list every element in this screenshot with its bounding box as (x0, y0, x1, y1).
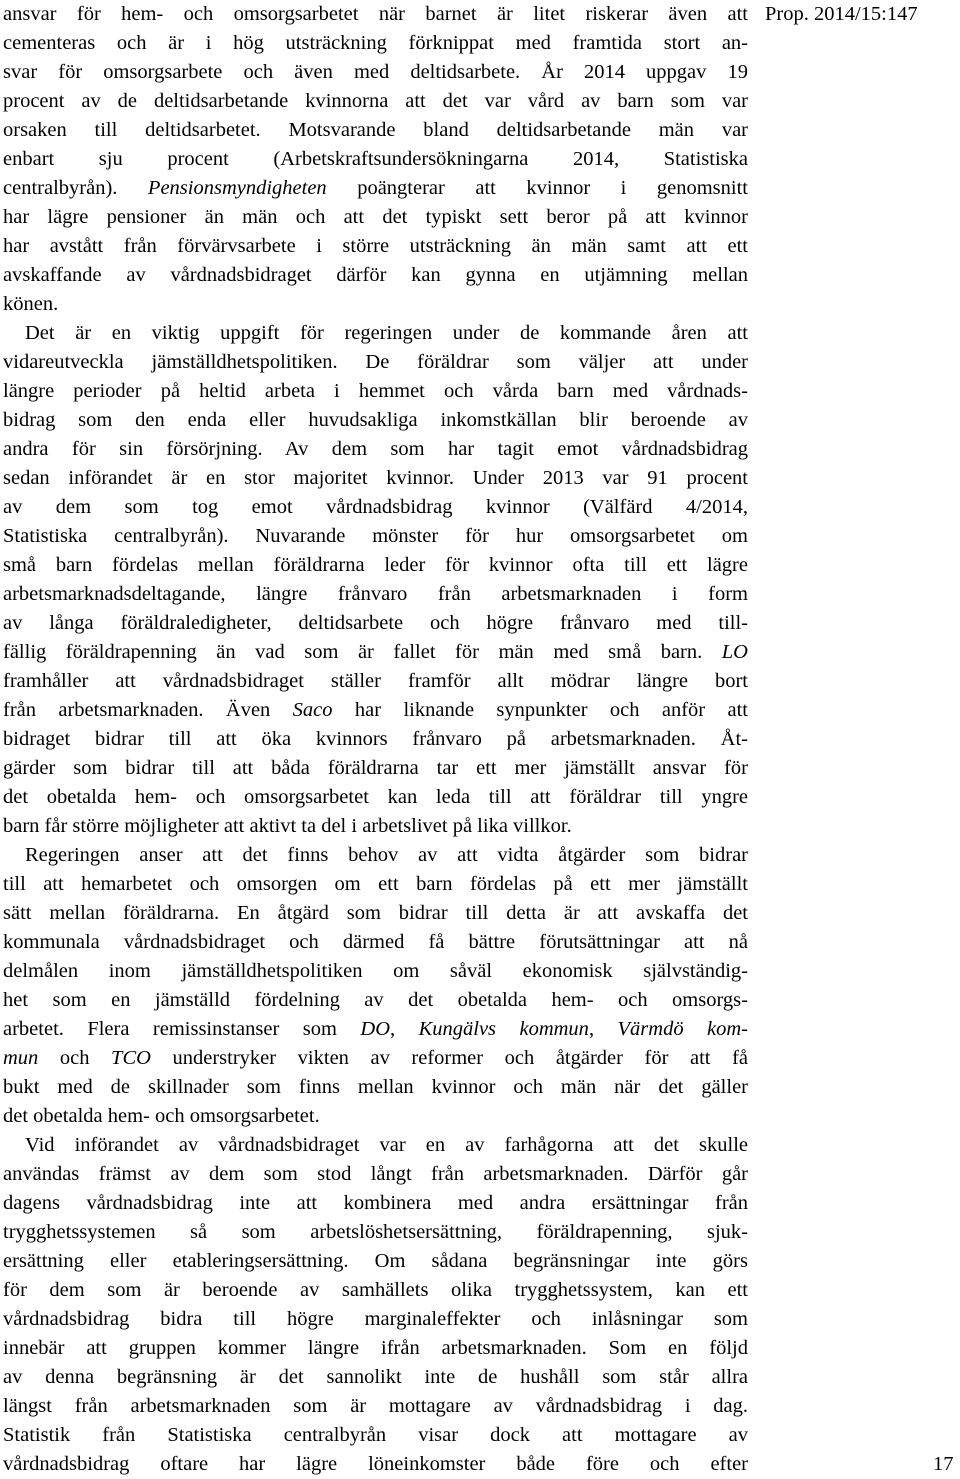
text-segment: framhåller att vårdnadsbidraget ställer framför allt mödrar längre bort (3, 670, 748, 692)
text-segment: det obetalda hem- och omsorgsarbetet. (3, 1105, 320, 1127)
body-text-column (3, 0, 748, 1479)
text-segment: för dem som är beroende av samhällets olika trygghetssystem, kan ett (3, 1279, 748, 1301)
text-line (3, 928, 748, 957)
text-line (3, 899, 748, 928)
text-line (3, 1421, 748, 1450)
text-segment: kommunala vårdnadsbidraget och därmed få bättre förutsättningar att nå (3, 931, 748, 953)
text-segment: Regeringen anser att det finns behov av att vidta åtgärder som bidrar (25, 844, 748, 866)
text-line (3, 1450, 748, 1479)
italic-text-segment: TCO (111, 1047, 151, 1069)
text-segment: från arbetsmarknaden. Även (3, 699, 293, 721)
text-segment: till att hemarbetet och omsorgen om ett barn fördelas på ett mer jämställt (3, 873, 748, 895)
text-segment: har avstått från förvärvsarbete i större utsträckning än män samt att ett (3, 235, 748, 257)
text-segment: vårdnadsbidrag oftare har lägre löneinkomster både före och efter (3, 1453, 748, 1475)
text-line (3, 1102, 748, 1131)
text-line (3, 725, 748, 754)
text-segment: har lägre pensioner än män och att det typiskt sett beror på att kvinnor (3, 206, 748, 228)
text-line (3, 58, 748, 87)
text-line (3, 1160, 748, 1189)
text-line (3, 1073, 748, 1102)
italic-text-segment: DO (360, 1018, 390, 1040)
text-segment: centralbyrån). (3, 177, 148, 199)
text-segment: bukt med de skillnader som finns mellan kvinnor och män när det gäller (3, 1076, 748, 1098)
text-line (3, 551, 748, 580)
italic-text-segment: LO (721, 641, 748, 663)
proposition-label: Prop. 2014/15:147 (765, 3, 918, 25)
text-segment: gärder som bidrar till att båda föräldrarna tar ett mer jämställt ansvar för (3, 757, 748, 779)
text-line (3, 87, 748, 116)
text-segment: och (38, 1047, 112, 1069)
text-segment: procent av de deltidsarbetande kvinnorna att det var vård av barn som var (3, 90, 748, 112)
text-line (3, 145, 748, 174)
text-segment: poängterar att kvinnor i genomsnitt (326, 177, 748, 199)
text-line (3, 667, 748, 696)
text-segment: understryker vikten av reformer och åtgärder för att få (150, 1047, 748, 1069)
text-line (3, 116, 748, 145)
text-segment: Statistiska centralbyrån). Nuvarande mönster för hur omsorgsarbetet om (3, 525, 748, 547)
text-segment: vårdnadsbidrag bidra till högre marginaleffekter och inlåsningar som (3, 1308, 748, 1330)
text-segment: det obetalda hem- och omsorgsarbetet kan leda till att föräldrar till yngre (3, 786, 748, 808)
text-line (3, 174, 748, 203)
text-line (3, 1305, 748, 1334)
text-line (3, 319, 748, 348)
italic-text-segment: Värmdö kom- (617, 1018, 749, 1040)
text-segment: cementeras och är i hög utsträckning förknippat med framtida stort an- (3, 32, 748, 54)
text-segment: av dem som tog emot vårdnadsbidrag kvinnor (Välfärd 4/2014, (3, 496, 748, 518)
text-line (3, 29, 748, 58)
italic-text-segment: Saco (292, 699, 333, 721)
text-segment: Det är en viktig uppgift för regeringen under de kommande åren att (25, 322, 748, 344)
text-line (3, 754, 748, 783)
text-segment: arbetsmarknadsdeltagande, längre frånvaro från arbetsmarknaden i form (3, 583, 748, 605)
text-line (3, 1363, 748, 1392)
text-segment: av denna begränsning är det sannolikt inte de hushåll som står allra (3, 1366, 748, 1388)
text-segment: dagens vårdnadsbidrag inte att kombinera med andra ersättningar från (3, 1192, 748, 1214)
text-line (3, 232, 748, 261)
text-line (3, 493, 748, 522)
text-segment: sedan införandet är en stor majoritet kvinnor. Under 2013 var 91 procent (3, 467, 748, 489)
text-line (3, 377, 748, 406)
text-line (3, 464, 748, 493)
text-line (3, 1392, 748, 1421)
text-line (3, 348, 748, 377)
text-segment: barn får större möjligheter att aktivt ta del i arbetslivet på lika villkor. (3, 815, 572, 837)
text-segment: orsaken till deltidsarbetet. Motsvarande bland deltidsarbetande män var (3, 119, 748, 141)
text-line (3, 1189, 748, 1218)
text-segment: vidareutveckla jämställdhetspolitiken. De föräldrar som väljer att under (3, 351, 748, 373)
text-segment: ersättning eller etableringsersättning. Om sådana begränsningar inte görs (3, 1250, 748, 1272)
text-segment: enbart sju procent (Arbetskraftsundersökningarna 2014, Statistiska (3, 148, 748, 170)
text-segment: innebär att gruppen kommer längre ifrån arbetsmarknaden. Som en följd (3, 1337, 748, 1359)
text-segment: avskaffande av vårdnadsbidraget därför kan gynna en utjämning mellan (3, 264, 748, 286)
text-line (3, 1218, 748, 1247)
text-segment: trygghetssystemen så som arbetslöshetsersättning, föräldrapenning, sjuk- (3, 1221, 748, 1243)
page-number: 17 (933, 1453, 954, 1475)
text-line (3, 638, 748, 667)
text-line (3, 203, 748, 232)
text-segment: längre perioder på heltid arbeta i hemmet och vårda barn med vårdnads- (3, 380, 748, 402)
text-line (3, 1015, 748, 1044)
text-segment: svar för omsorgsarbete och även med deltidsarbete. År 2014 uppgav 19 (3, 61, 748, 83)
text-segment: arbetet. Flera remissinstanser som (3, 1018, 361, 1040)
text-line (3, 812, 748, 841)
text-line (3, 290, 748, 319)
text-line (3, 406, 748, 435)
text-segment: användas främst av dem som stod långt från arbetsmarknaden. Därför går (3, 1163, 748, 1185)
text-line (3, 1131, 748, 1160)
text-segment: små barn fördelas mellan föräldrarna leder för kvinnor ofta till ett lägre (3, 554, 748, 576)
text-line (3, 696, 748, 725)
text-line (3, 1247, 748, 1276)
text-segment: , (588, 1018, 618, 1040)
text-line (3, 1334, 748, 1363)
text-segment: delmålen inom jämställdhetspolitiken om såväl ekonomisk självständig- (3, 960, 748, 982)
italic-text-segment: mun (3, 1047, 39, 1069)
text-line (3, 957, 748, 986)
text-line (3, 870, 748, 899)
text-segment: könen. (3, 293, 59, 315)
text-line (3, 783, 748, 812)
text-segment: fällig föräldrapenning än vad som är fallet för män med små barn. (3, 641, 722, 663)
text-segment: längst från arbetsmarknaden som är mottagare av vårdnadsbidrag i dag. (3, 1395, 748, 1417)
text-line (3, 261, 748, 290)
text-segment: sätt mellan föräldrarna. En åtgärd som bidrar till detta är att avskaffa det (3, 902, 748, 924)
italic-text-segment: Kungälvs kommun (418, 1018, 589, 1040)
text-segment: har liknande synpunkter och anför att (332, 699, 748, 721)
text-segment: Statistik från Statistiska centralbyrån visar dock att mottagare av (3, 1424, 748, 1446)
text-line (3, 580, 748, 609)
text-segment: bidrag som den enda eller huvudsakliga inkomstkällan blir beroende av (3, 409, 748, 431)
text-line (3, 435, 748, 464)
text-line (3, 986, 748, 1015)
text-segment: ansvar för hem- och omsorgsarbetet när barnet är litet riskerar även att (3, 3, 748, 25)
text-line (3, 841, 748, 870)
text-segment: Vid införandet av vårdnadsbidraget var en av farhågorna att det skulle (25, 1134, 748, 1156)
text-segment: bidraget bidrar till att öka kvinnors frånvaro på arbetsmarknaden. Åt- (3, 728, 748, 750)
text-segment: het som en jämställd fördelning av det obetalda hem- och omsorgs- (3, 989, 748, 1011)
text-segment: av långa föräldraledigheter, deltidsarbete och högre frånvaro med till- (3, 612, 748, 634)
text-line (3, 1276, 748, 1305)
text-line (3, 1044, 748, 1073)
text-line (3, 522, 748, 551)
text-segment: , (390, 1018, 419, 1040)
text-line (3, 0, 748, 29)
text-segment: andra för sin försörjning. Av dem som har tagit emot vårdnadsbidrag (3, 438, 748, 460)
italic-text-segment: Pensionsmyndigheten (147, 177, 327, 199)
text-line (3, 609, 748, 638)
